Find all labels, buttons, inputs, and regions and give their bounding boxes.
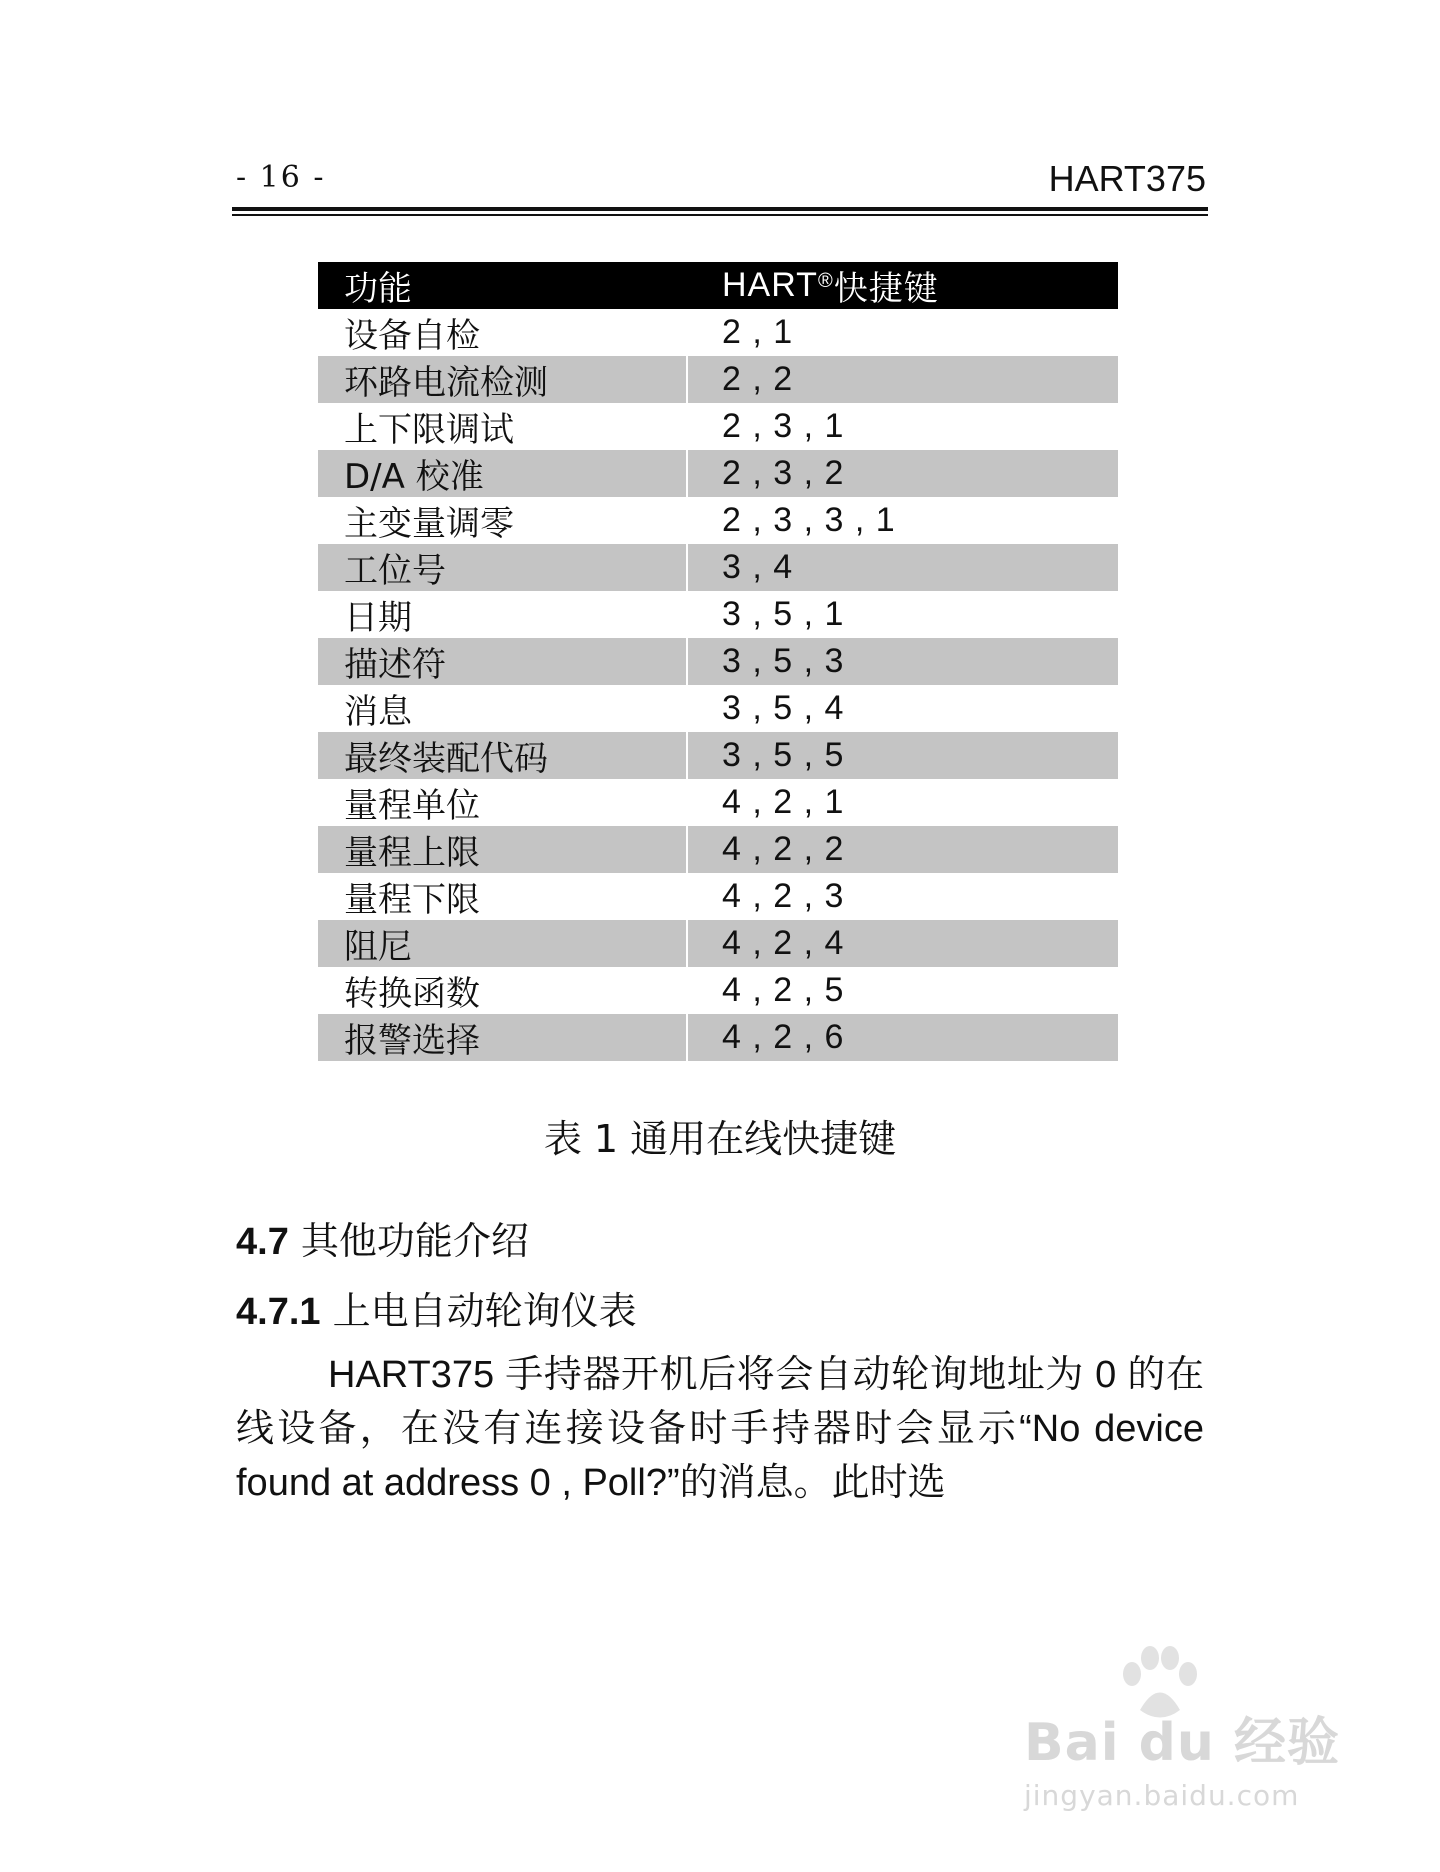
- table-row: [318, 356, 1118, 403]
- row-function: 报警选择: [318, 1014, 688, 1061]
- row-shortcut-keys: 3 , 5 , 5: [722, 736, 845, 774]
- row-shortcut-keys: 4 , 2 , 4: [722, 924, 845, 962]
- row-function: 描述符: [318, 638, 688, 685]
- row-function: 最终装配代码: [318, 732, 688, 779]
- section-heading: [236, 1210, 529, 1265]
- row-function: 量程上限: [318, 826, 688, 873]
- section-title: 其他功能介绍: [300, 1219, 529, 1263]
- row-shortcut-keys: 2 , 3 , 1: [722, 407, 845, 445]
- table-row: [318, 685, 1118, 732]
- row-shortcut-keys: 4 , 2 , 6: [722, 1018, 845, 1056]
- table-row: [318, 1014, 1118, 1061]
- row-function: 环路电流检测: [318, 356, 688, 403]
- registered-mark: ®: [817, 270, 834, 292]
- watermark: [1024, 1700, 1340, 1812]
- row-function: 量程下限: [318, 873, 688, 920]
- row-function: 量程单位: [318, 779, 688, 826]
- table-row: [318, 638, 1118, 685]
- row-shortcut-keys: 3 , 5 , 1: [722, 595, 845, 633]
- row-shortcut-keys: 2 , 3 , 2: [722, 454, 845, 492]
- header-rule-thick: [232, 207, 1208, 211]
- table-caption: 表 1 通用在线快捷键: [543, 1117, 897, 1161]
- page-number: - 16 -: [236, 160, 326, 195]
- table-header-shortcut-suffix: 快捷键: [833, 270, 939, 308]
- table-header-row: [318, 262, 1118, 309]
- watermark-logo: Bai du 经验: [1024, 1713, 1340, 1773]
- table-row: [318, 309, 1118, 356]
- row-shortcut-keys: 4 , 2 , 5: [722, 971, 845, 1009]
- row-shortcut-keys: 4 , 2 , 1: [722, 783, 845, 821]
- row-shortcut-keys: 2 , 2: [722, 360, 794, 398]
- table-row: [318, 591, 1118, 638]
- body-paragraph: HART375 手持器开机后将会自动轮询地址为 0 的在线设备，在没有连接设备时手持器时会显示“No device found at address 0 , Poll?”的消息。此时选: [236, 1354, 1204, 1504]
- row-shortcut-keys: 3 , 5 , 3: [722, 642, 845, 680]
- subsection-title: 上电自动轮询仪表: [332, 1289, 637, 1333]
- row-shortcut-keys: 4 , 2 , 3: [722, 877, 845, 915]
- table-header-function: 功能: [318, 262, 688, 309]
- table-row: [318, 403, 1118, 450]
- row-function: 阻尼: [318, 920, 688, 967]
- row-function: 转换函数: [318, 967, 688, 1014]
- row-function: 消息: [318, 685, 688, 732]
- row-shortcut-keys: 3 , 5 , 4: [722, 689, 845, 727]
- table-header-shortcut-prefix: HART: [722, 266, 818, 304]
- subsection-number: 4.7.1: [236, 1291, 321, 1333]
- table-row: [318, 732, 1118, 779]
- table-header-shortcut: [688, 262, 939, 309]
- row-function: 日期: [318, 591, 688, 638]
- table-row: [318, 450, 1118, 497]
- row-function: 设备自检: [318, 309, 688, 356]
- watermark-url: jingyan.baidu.com: [1024, 1779, 1300, 1812]
- subsection-heading: [236, 1280, 637, 1335]
- table-row: [318, 826, 1118, 873]
- table-row: [318, 544, 1118, 591]
- table-row: [318, 779, 1118, 826]
- table-row: [318, 967, 1118, 1014]
- row-function: 上下限调试: [318, 403, 688, 450]
- table-row: [318, 920, 1118, 967]
- row-function: 工位号: [318, 544, 688, 591]
- row-shortcut-keys: 2 , 1: [722, 313, 794, 351]
- document-title: HART375: [1048, 158, 1206, 199]
- row-shortcut-keys: 3 , 4: [722, 548, 794, 586]
- section-number: 4.7: [236, 1221, 289, 1263]
- row-shortcut-keys: 2 , 3 , 3 , 1: [722, 501, 896, 539]
- table-row: [318, 497, 1118, 544]
- shortcut-table: [318, 262, 1118, 1061]
- header-rule-thin: [232, 214, 1208, 216]
- row-function: D/A 校准: [318, 450, 688, 497]
- table-body: [318, 309, 1118, 1061]
- table-row: [318, 873, 1118, 920]
- row-function: 主变量调零: [318, 497, 688, 544]
- row-shortcut-keys: 4 , 2 , 2: [722, 830, 845, 868]
